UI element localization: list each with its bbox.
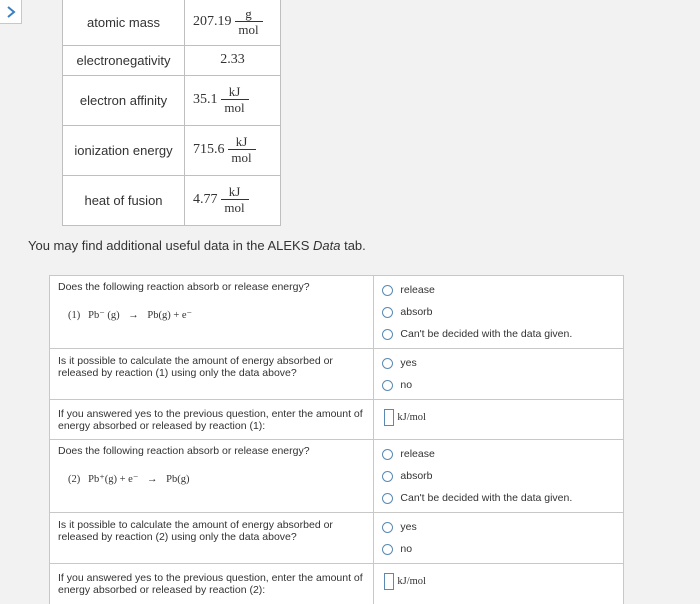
unit-label: kJ/mol bbox=[397, 576, 426, 587]
radio-button[interactable] bbox=[382, 544, 393, 555]
option-release[interactable]: release bbox=[382, 443, 615, 465]
unit-fraction: $\frac{kJ}{\text{mol}}$ bbox=[221, 185, 249, 215]
option-no[interactable]: no bbox=[382, 538, 615, 560]
question-text: Does the following reaction absorb or release energy? bbox=[58, 445, 310, 457]
question-row bbox=[50, 276, 624, 349]
arrow-icon: → bbox=[128, 310, 139, 321]
question-row bbox=[50, 564, 624, 604]
unit-fraction: $\frac{kJ}{\text{mol}}$ bbox=[228, 135, 256, 165]
radio-button[interactable] bbox=[382, 522, 393, 533]
expand-toggle[interactable] bbox=[0, 0, 22, 24]
reaction-equation: (2) Pb⁺(g) + e⁻ → Pb(g) bbox=[68, 474, 190, 485]
arrow-icon: → bbox=[147, 474, 158, 485]
property-value: 715.6 bbox=[193, 142, 225, 157]
question-text: If you answered yes to the previous question, enter the amount of energy absorbed or released by reaction (1): bbox=[58, 408, 363, 432]
property-row bbox=[63, 45, 281, 75]
option-cannot-decide[interactable]: Can't be decided with the data given. bbox=[382, 487, 615, 509]
unit-label: kJ/mol bbox=[397, 412, 426, 423]
option-absorb[interactable]: absorb bbox=[382, 301, 615, 323]
energy-answer bbox=[384, 409, 615, 426]
property-value: 2.33 bbox=[220, 52, 245, 67]
property-label: electron affinity bbox=[63, 75, 185, 125]
option-cannot-decide[interactable]: Can't be decided with the data given. bbox=[382, 323, 615, 345]
chevron-right-icon bbox=[5, 6, 17, 18]
property-value: 207.19 bbox=[193, 14, 232, 30]
property-value: 35.1 bbox=[193, 92, 218, 107]
property-row bbox=[63, 75, 281, 125]
property-row bbox=[63, 175, 281, 225]
property-label: atomic mass bbox=[63, 0, 185, 45]
radio-button[interactable] bbox=[382, 449, 393, 460]
option-absorb[interactable]: absorb bbox=[382, 465, 615, 487]
option-no[interactable]: no bbox=[382, 374, 615, 396]
question-row bbox=[50, 440, 624, 513]
property-label: heat of fusion bbox=[63, 175, 185, 225]
radio-button[interactable] bbox=[382, 358, 393, 369]
radio-button[interactable] bbox=[382, 307, 393, 318]
question-row bbox=[50, 513, 624, 564]
radio-button[interactable] bbox=[382, 380, 393, 391]
energy-answer bbox=[384, 573, 615, 590]
question-row bbox=[50, 400, 624, 440]
properties-table bbox=[62, 0, 281, 226]
question-table bbox=[49, 275, 624, 604]
option-yes[interactable]: yes bbox=[382, 352, 615, 374]
property-label: electronegativity bbox=[63, 45, 185, 75]
question-text: Does the following reaction absorb or release energy? bbox=[58, 281, 310, 293]
option-release[interactable]: release bbox=[382, 279, 615, 301]
data-tab-note: You may find additional useful data in the ALEKS Data tab. bbox=[28, 238, 366, 253]
unit-fraction: $\frac{kJ}{\text{mol}}$ bbox=[221, 85, 249, 115]
question-text: Is it possible to calculate the amount of energy absorbed or released by reaction (2) using only the data above? bbox=[58, 519, 333, 543]
question-row bbox=[50, 349, 624, 400]
property-value: 4.77 bbox=[193, 192, 218, 207]
radio-button[interactable] bbox=[382, 285, 393, 296]
energy-input[interactable] bbox=[384, 409, 394, 426]
question-text: If you answered yes to the previous question, enter the amount of energy absorbed or released by reaction (2): bbox=[58, 572, 363, 596]
energy-input[interactable] bbox=[384, 573, 394, 590]
radio-button[interactable] bbox=[382, 471, 393, 482]
property-label: ionization energy bbox=[63, 125, 185, 175]
unit-fraction: $\frac{g}{\text{mol}}$ bbox=[235, 7, 263, 37]
property-row bbox=[63, 125, 281, 175]
question-text: Is it possible to calculate the amount of energy absorbed or released by reaction (1) using only the data above? bbox=[58, 355, 333, 379]
radio-button[interactable] bbox=[382, 329, 393, 340]
radio-button[interactable] bbox=[382, 493, 393, 504]
reaction-equation: (1) Pb⁻ (g) → Pb(g) + e⁻ bbox=[68, 310, 193, 321]
property-row bbox=[63, 0, 281, 45]
option-yes[interactable]: yes bbox=[382, 516, 615, 538]
